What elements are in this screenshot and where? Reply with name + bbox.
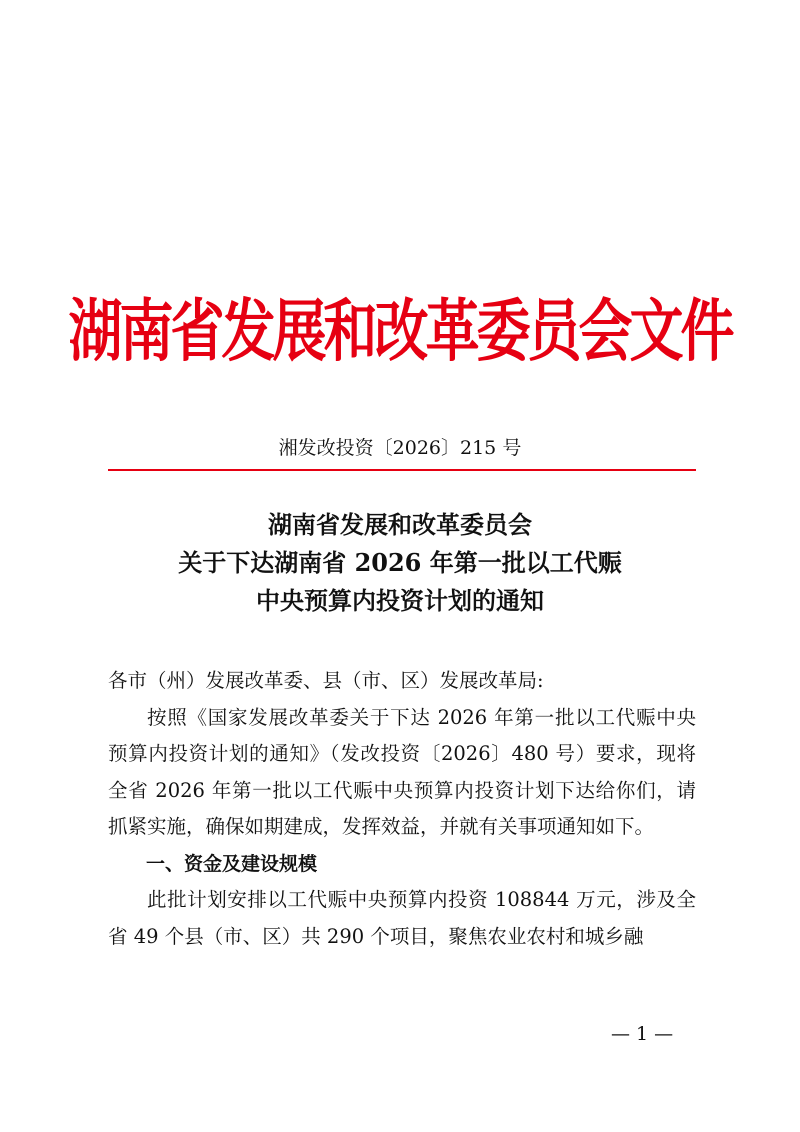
- masthead-title: 湖南省发展和改革委员会文件: [68, 291, 732, 371]
- paragraph-1: 按照《国家发展改革委关于下达 2026 年第一批以工代赈中央预算内投资计划的通知》（发改投资〔2026〕480 号）要求，现将全省 2026 年第一批以工代赈中央预算内投资计划下达给你们，请抓紧实施，确保如期建成，发挥效益，并就有关事项通知如下。: [108, 705, 696, 838]
- document-number: 湘发改投资〔2026〕215 号: [278, 437, 522, 459]
- red-divider-line: [108, 469, 696, 471]
- title-line-2: 关于下达湖南省 2026 年第一批以工代赈: [178, 548, 622, 577]
- title-line-3: 中央预算内投资计划的通知: [256, 586, 544, 615]
- paragraph-2: 此批计划安排以工代赈中央预算内投资 108844 万元，涉及全省 49 个县（市、区）共 290 个项目，聚焦农业农村和城乡融: [108, 888, 696, 948]
- document-body: [108, 663, 696, 955]
- title-line-1: 湖南省发展和改革委员会: [268, 510, 532, 539]
- page-number: — 1 —: [611, 1023, 674, 1045]
- document-title: [0, 506, 800, 620]
- salutation: 各市（州）发展改革委、县（市、区）发展改革局:: [108, 669, 544, 692]
- section-heading-1: 一、资金及建设规模: [146, 852, 318, 875]
